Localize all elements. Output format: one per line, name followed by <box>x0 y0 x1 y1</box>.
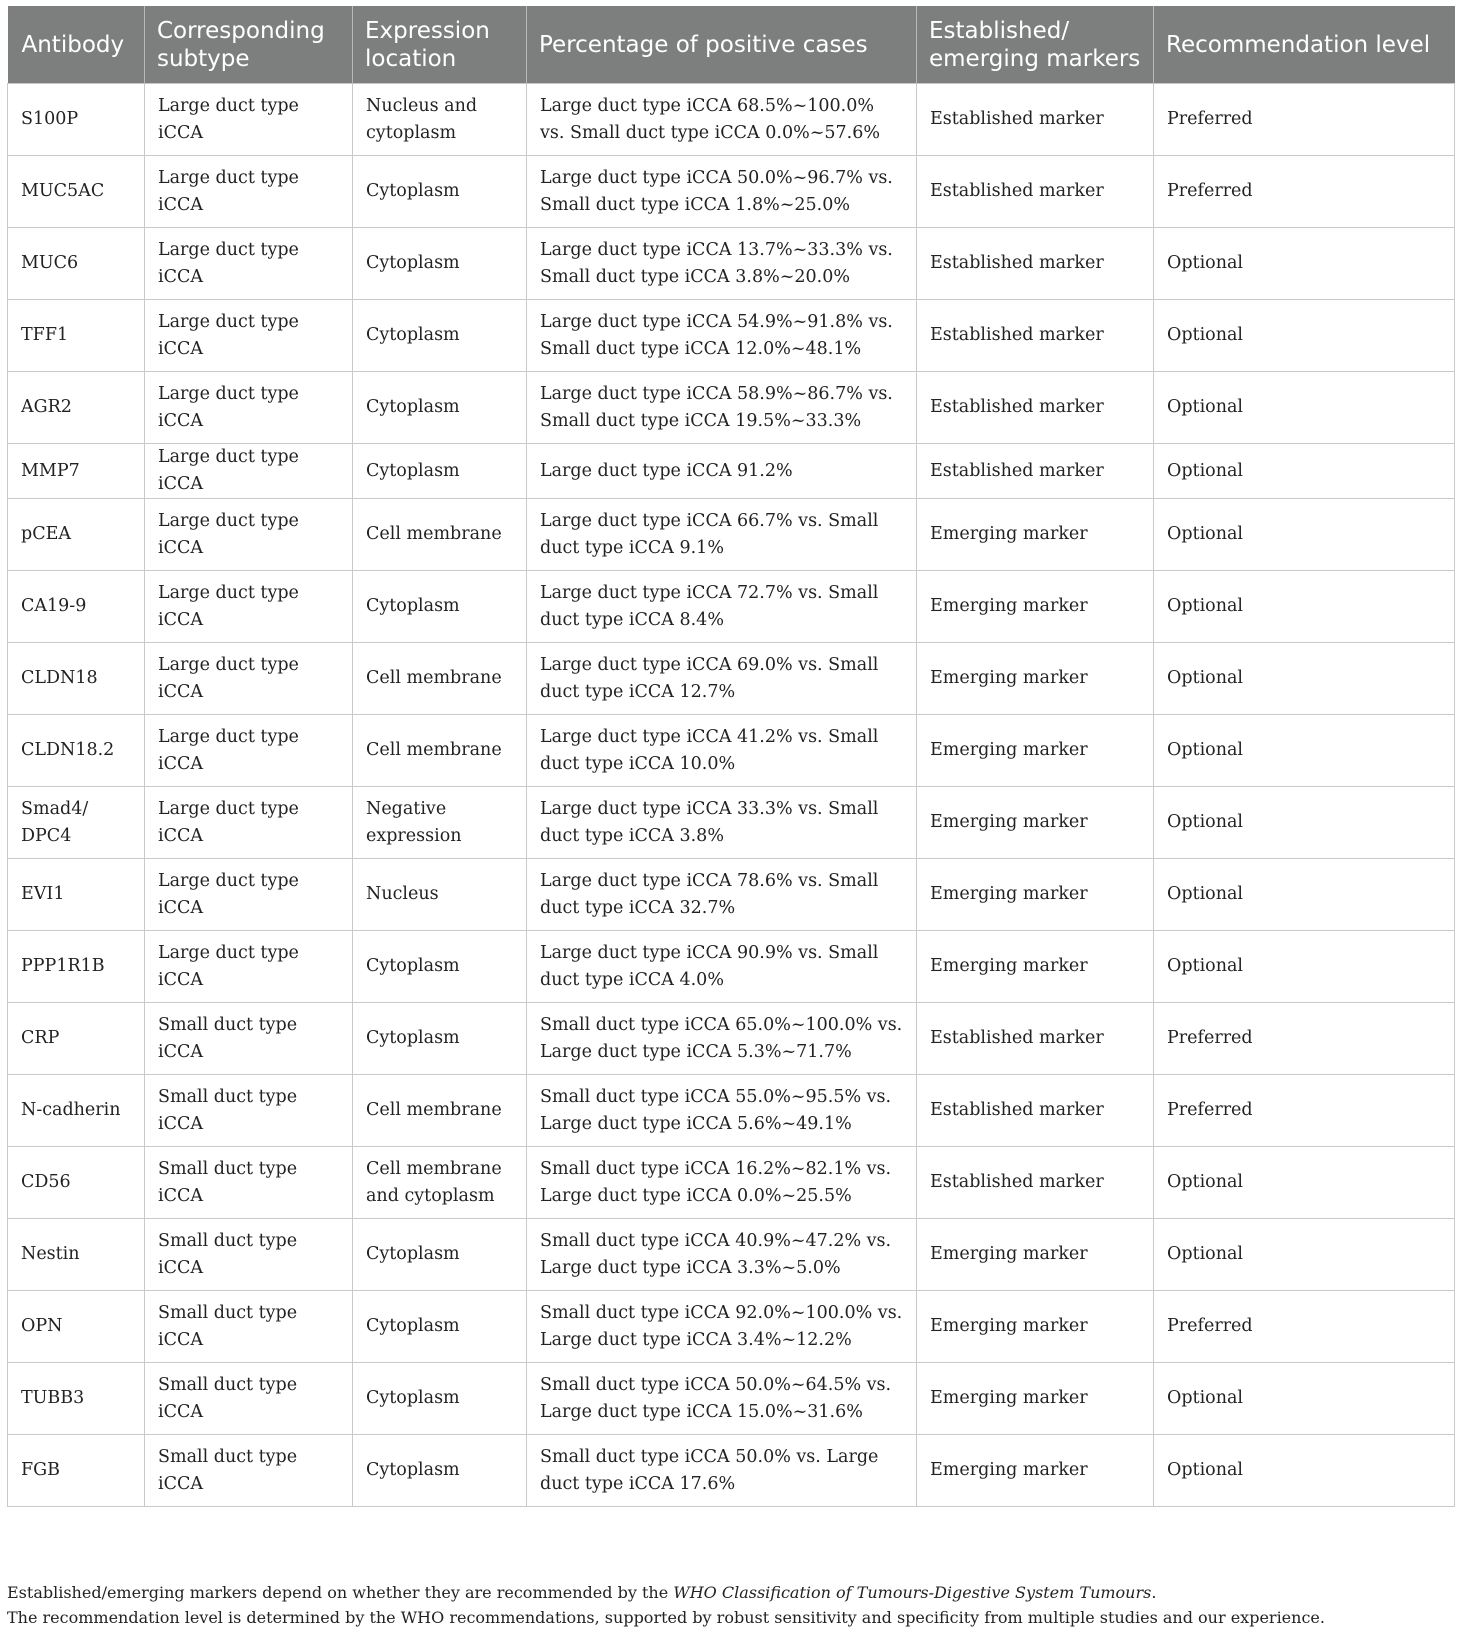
percentage-cell: Small duct type iCCA 65.0%~100.0% vs. Large duct type iCCA 5.3%~71.7% <box>527 1003 917 1075</box>
antibody-cell: Smad4/ DPC4 <box>8 787 145 859</box>
marker-status-cell: Established marker <box>917 1075 1154 1147</box>
location-cell: Nucleus <box>353 859 527 931</box>
subtype-cell: Large duct type iCCA <box>145 931 353 1003</box>
marker-status-cell: Emerging marker <box>917 715 1154 787</box>
header-percentage-positive: Percentage of positive cases <box>527 6 917 84</box>
percentage-cell: Small duct type iCCA 92.0%~100.0% vs. Large duct type iCCA 3.4%~12.2% <box>527 1291 917 1363</box>
percentage-cell: Large duct type iCCA 68.5%~100.0% vs. Small duct type iCCA 0.0%~57.6% <box>527 84 917 156</box>
location-cell: Cell membrane <box>353 1075 527 1147</box>
subtype-cell: Small duct type iCCA <box>145 1435 353 1507</box>
antibody-cell: FGB <box>8 1435 145 1507</box>
antibody-cell: MUC6 <box>8 228 145 300</box>
recommendation-cell: Optional <box>1154 643 1455 715</box>
table-row <box>8 1147 1455 1219</box>
marker-status-cell: Established marker <box>917 372 1154 444</box>
location-cell: Cell membrane <box>353 499 527 571</box>
marker-status-cell: Emerging marker <box>917 859 1154 931</box>
marker-status-cell: Emerging marker <box>917 643 1154 715</box>
percentage-cell: Large duct type iCCA 72.7% vs. Small duct type iCCA 8.4% <box>527 571 917 643</box>
subtype-cell: Small duct type iCCA <box>145 1291 353 1363</box>
table-row <box>8 84 1455 156</box>
header-expression-location: Expression location <box>353 6 527 84</box>
subtype-cell: Small duct type iCCA <box>145 1147 353 1219</box>
subtype-cell: Large duct type iCCA <box>145 859 353 931</box>
percentage-cell: Large duct type iCCA 41.2% vs. Small duct type iCCA 10.0% <box>527 715 917 787</box>
recommendation-cell: Optional <box>1154 571 1455 643</box>
marker-status-cell: Emerging marker <box>917 787 1154 859</box>
antibody-cell: CLDN18.2 <box>8 715 145 787</box>
antibody-cell: PPP1R1B <box>8 931 145 1003</box>
location-cell: Nucleus and cytoplasm <box>353 84 527 156</box>
table-row <box>8 1435 1455 1507</box>
antibody-cell: CA19-9 <box>8 571 145 643</box>
marker-status-cell: Emerging marker <box>917 1291 1154 1363</box>
marker-table <box>7 6 1455 1507</box>
percentage-cell: Large duct type iCCA 58.9%~86.7% vs. Small duct type iCCA 19.5%~33.3% <box>527 372 917 444</box>
recommendation-cell: Optional <box>1154 859 1455 931</box>
marker-status-cell: Emerging marker <box>917 1363 1154 1435</box>
table-row <box>8 156 1455 228</box>
percentage-cell: Small duct type iCCA 50.0%~64.5% vs. Large duct type iCCA 15.0%~31.6% <box>527 1363 917 1435</box>
table-row <box>8 444 1455 499</box>
recommendation-cell: Preferred <box>1154 1003 1455 1075</box>
antibody-cell: Nestin <box>8 1219 145 1291</box>
percentage-cell: Small duct type iCCA 16.2%~82.1% vs. Large duct type iCCA 0.0%~25.5% <box>527 1147 917 1219</box>
location-cell: Cytoplasm <box>353 931 527 1003</box>
antibody-cell: TUBB3 <box>8 1363 145 1435</box>
subtype-cell: Large duct type iCCA <box>145 372 353 444</box>
subtype-cell: Large duct type iCCA <box>145 84 353 156</box>
table-row <box>8 499 1455 571</box>
marker-status-cell: Established marker <box>917 228 1154 300</box>
footnote-markers <box>7 1580 1325 1605</box>
location-cell: Cell membrane <box>353 643 527 715</box>
table-row <box>8 300 1455 372</box>
footnote-recommendation: The recommendation level is determined by the WHO recommendations, supported by robust sensitivity and specificity from multiple studies and our experience. <box>7 1608 1325 1627</box>
recommendation-cell: Preferred <box>1154 156 1455 228</box>
marker-status-cell: Established marker <box>917 1147 1154 1219</box>
recommendation-cell: Optional <box>1154 1363 1455 1435</box>
subtype-cell: Large duct type iCCA <box>145 300 353 372</box>
table-container <box>7 6 1454 1507</box>
table-row <box>8 1075 1455 1147</box>
recommendation-cell: Optional <box>1154 499 1455 571</box>
antibody-cell: EVI1 <box>8 859 145 931</box>
recommendation-cell: Optional <box>1154 715 1455 787</box>
footnote-markers-text: Established/emerging markers depend on whether they are recommended by the <box>7 1583 674 1602</box>
header-antibody: Antibody <box>8 6 145 84</box>
location-cell: Cytoplasm <box>353 1291 527 1363</box>
recommendation-cell: Preferred <box>1154 1075 1455 1147</box>
table-row <box>8 715 1455 787</box>
subtype-cell: Large duct type iCCA <box>145 156 353 228</box>
recommendation-cell: Optional <box>1154 372 1455 444</box>
antibody-cell: pCEA <box>8 499 145 571</box>
marker-status-cell: Established marker <box>917 300 1154 372</box>
antibody-cell: S100P <box>8 84 145 156</box>
subtype-cell: Large duct type iCCA <box>145 499 353 571</box>
recommendation-cell: Optional <box>1154 931 1455 1003</box>
percentage-cell: Large duct type iCCA 54.9%~91.8% vs. Small duct type iCCA 12.0%~48.1% <box>527 300 917 372</box>
marker-status-cell: Emerging marker <box>917 931 1154 1003</box>
footnote-period: . <box>1151 1583 1157 1602</box>
recommendation-cell: Optional <box>1154 300 1455 372</box>
recommendation-cell: Optional <box>1154 228 1455 300</box>
header-recommendation-level: Recommendation level <box>1154 6 1455 84</box>
antibody-cell: CLDN18 <box>8 643 145 715</box>
marker-status-cell: Established marker <box>917 84 1154 156</box>
recommendation-cell: Optional <box>1154 787 1455 859</box>
marker-status-cell: Emerging marker <box>917 499 1154 571</box>
location-cell: Cytoplasm <box>353 156 527 228</box>
antibody-cell: N-cadherin <box>8 1075 145 1147</box>
percentage-cell: Small duct type iCCA 40.9%~47.2% vs. Large duct type iCCA 3.3%~5.0% <box>527 1219 917 1291</box>
table-row <box>8 643 1455 715</box>
table-row <box>8 1291 1455 1363</box>
location-cell: Cytoplasm <box>353 228 527 300</box>
subtype-cell: Large duct type iCCA <box>145 787 353 859</box>
recommendation-cell: Preferred <box>1154 84 1455 156</box>
percentage-cell: Large duct type iCCA 13.7%~33.3% vs. Small duct type iCCA 3.8%~20.0% <box>527 228 917 300</box>
percentage-cell: Small duct type iCCA 55.0%~95.5% vs. Large duct type iCCA 5.6%~49.1% <box>527 1075 917 1147</box>
marker-status-cell: Emerging marker <box>917 1435 1154 1507</box>
subtype-cell: Small duct type iCCA <box>145 1363 353 1435</box>
location-cell: Cell membrane and cytoplasm <box>353 1147 527 1219</box>
marker-status-cell: Established marker <box>917 444 1154 499</box>
table-row <box>8 1003 1455 1075</box>
marker-status-cell: Established marker <box>917 1003 1154 1075</box>
subtype-cell: Small duct type iCCA <box>145 1075 353 1147</box>
antibody-cell: AGR2 <box>8 372 145 444</box>
table-row <box>8 228 1455 300</box>
subtype-cell: Small duct type iCCA <box>145 1219 353 1291</box>
header-marker-status: Established/ emerging markers <box>917 6 1154 84</box>
table-row <box>8 787 1455 859</box>
percentage-cell: Small duct type iCCA 50.0% vs. Large duct type iCCA 17.6% <box>527 1435 917 1507</box>
recommendation-cell: Optional <box>1154 444 1455 499</box>
location-cell: Cytoplasm <box>353 1435 527 1507</box>
table-row <box>8 1219 1455 1291</box>
subtype-cell: Small duct type iCCA <box>145 1003 353 1075</box>
subtype-cell: Large duct type iCCA <box>145 715 353 787</box>
table-header-row <box>8 6 1455 84</box>
location-cell: Cytoplasm <box>353 444 527 499</box>
percentage-cell: Large duct type iCCA 91.2% <box>527 444 917 499</box>
marker-status-cell: Emerging marker <box>917 571 1154 643</box>
location-cell: Cell membrane <box>353 715 527 787</box>
location-cell: Cytoplasm <box>353 571 527 643</box>
antibody-cell: CRP <box>8 1003 145 1075</box>
subtype-cell: Large duct type iCCA <box>145 571 353 643</box>
table-row <box>8 859 1455 931</box>
marker-status-cell: Established marker <box>917 156 1154 228</box>
recommendation-cell: Optional <box>1154 1219 1455 1291</box>
location-cell: Cytoplasm <box>353 300 527 372</box>
recommendation-cell: Optional <box>1154 1435 1455 1507</box>
percentage-cell: Large duct type iCCA 69.0% vs. Small duct type iCCA 12.7% <box>527 643 917 715</box>
antibody-cell: TFF1 <box>8 300 145 372</box>
percentage-cell: Large duct type iCCA 33.3% vs. Small duct type iCCA 3.8% <box>527 787 917 859</box>
antibody-cell: MUC5AC <box>8 156 145 228</box>
table-row <box>8 1363 1455 1435</box>
recommendation-cell: Preferred <box>1154 1291 1455 1363</box>
percentage-cell: Large duct type iCCA 50.0%~96.7% vs. Small duct type iCCA 1.8%~25.0% <box>527 156 917 228</box>
location-cell: Cytoplasm <box>353 1219 527 1291</box>
percentage-cell: Large duct type iCCA 66.7% vs. Small duct type iCCA 9.1% <box>527 499 917 571</box>
table-row <box>8 931 1455 1003</box>
header-corresponding-subtype: Corresponding subtype <box>145 6 353 84</box>
antibody-cell: OPN <box>8 1291 145 1363</box>
location-cell: Cytoplasm <box>353 372 527 444</box>
percentage-cell: Large duct type iCCA 90.9% vs. Small duct type iCCA 4.0% <box>527 931 917 1003</box>
table-footnotes <box>7 1580 1325 1630</box>
recommendation-cell: Optional <box>1154 1147 1455 1219</box>
table-row <box>8 571 1455 643</box>
location-cell: Cytoplasm <box>353 1003 527 1075</box>
table-row <box>8 372 1455 444</box>
marker-status-cell: Emerging marker <box>917 1219 1154 1291</box>
subtype-cell: Large duct type iCCA <box>145 643 353 715</box>
footnote-who-title: WHO Classification of Tumours-Digestive System Tumours <box>673 1583 1152 1602</box>
location-cell: Negative expression <box>353 787 527 859</box>
antibody-cell: MMP7 <box>8 444 145 499</box>
antibody-cell: CD56 <box>8 1147 145 1219</box>
percentage-cell: Large duct type iCCA 78.6% vs. Small duct type iCCA 32.7% <box>527 859 917 931</box>
location-cell: Cytoplasm <box>353 1363 527 1435</box>
subtype-cell: Large duct type iCCA <box>145 228 353 300</box>
subtype-cell: Large duct type iCCA <box>145 444 353 499</box>
